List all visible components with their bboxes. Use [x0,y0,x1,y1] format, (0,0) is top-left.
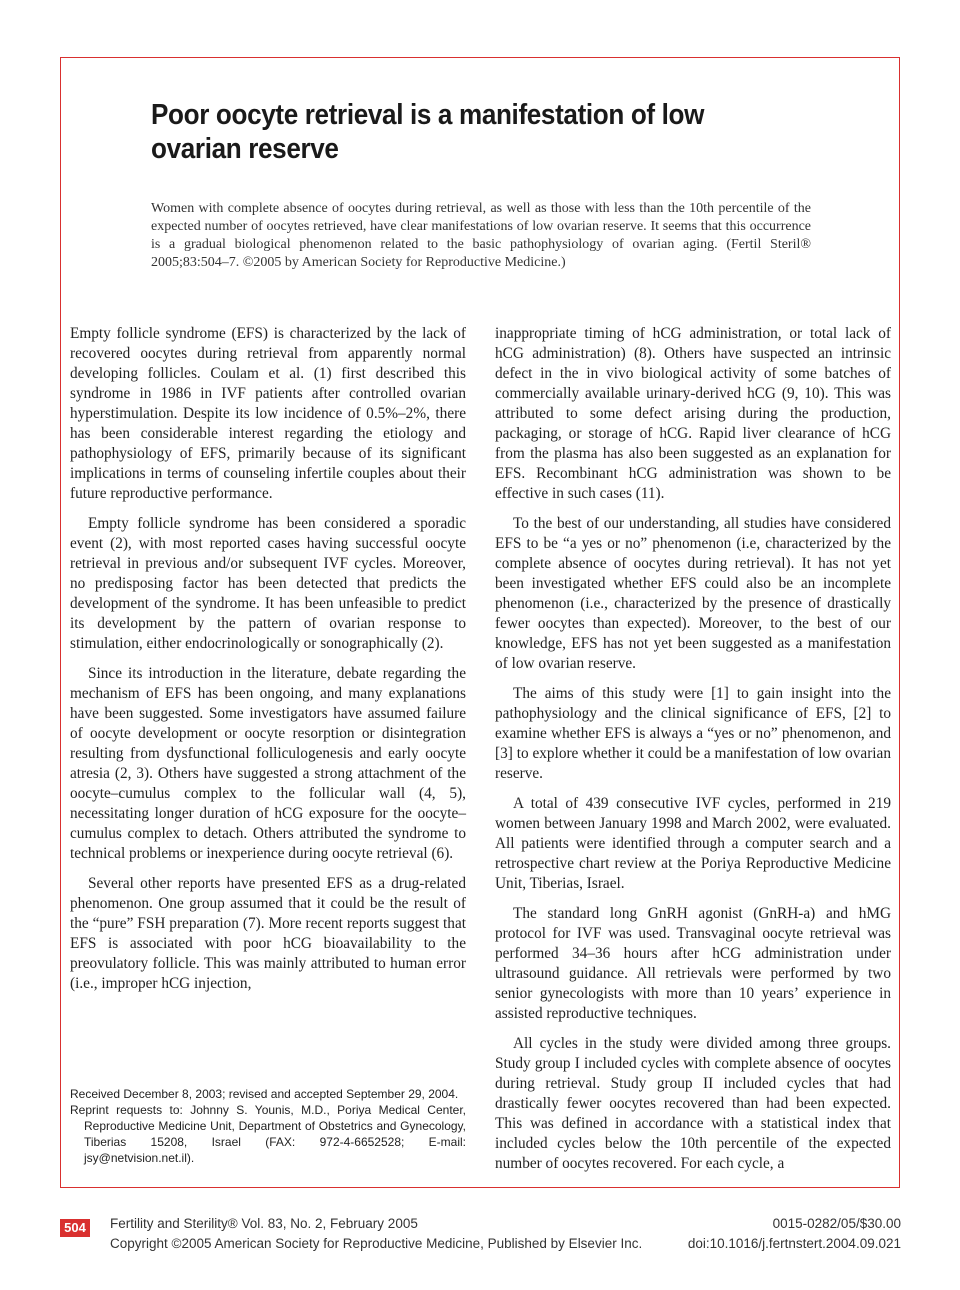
article-notes [70,1086,466,1166]
article-title: Poor oocyte retrieval is a manifestation of low ovarian reserve [151,99,705,165]
paragraph: All cycles in the study were divided among three groups. Study group I included cycles with complete absence of oocytes during retrieval. Study group II included cycles that had drastically fewer oocytes recovered than had been expected. This was defined in accordance with a statistical index that included cycles below the 10th percentile of the expected number of oocytes recovered. For each cycle, a [495,1035,891,1172]
journal-citation: Fertility and Sterility® Vol. 83, No. 2, February 2005 [110,1216,418,1231]
body-column-left [70,324,466,1004]
reprint-note: Reprint requests to: Johnny S. Younis, M.D., Poriya Medical Center, Reproductive Medicine Unit, Department of Obstetrics and Gynecology, Tiberias 15208, Israel (FAX: 972-4-6652528; E-mail: jsy@netvision.net.il). [70,1103,466,1165]
body-column-right [495,324,891,1184]
paragraph: To the best of our understanding, all studies have considered EFS to be “a yes or no” phenomenon (i.e, characterized by the complete absence of oocytes during retrieval). It has not yet been investigated whether EFS could also be an incomplete phenomenon (i.e., characterized by the presence of drastically fewer oocytes than expected). Moreover, to the best of our knowledge, EFS has not yet been suggested as a manifestation of low ovarian reserve. [495,515,891,672]
issn-price: 0015-0282/05/$30.00 [772,1216,901,1231]
copyright-line: Copyright ©2005 American Society for Reproductive Medicine, Published by Elsevier Inc. [110,1236,643,1251]
abstract: Women with complete absence of oocytes during retrieval, as well as those with less than the 10th percentile of the expected number of oocytes retrieved, have clear manifestations of low ovarian reserve. It seems that this occurrence is a gradual biological phenomenon related to the basic pathophysiology of ovarian aging. (Fertil Steril® 2005;83:504–7. ©2005 by American Society for Reproductive Medicine.) [151,201,811,270]
received-note: Received December 8, 2003; revised and accepted September 29, 2004. [70,1087,459,1101]
paragraph: Empty follicle syndrome has been considered a sporadic event (2), with most reported cases having successful oocyte retrieval in previous and/or subsequent IVF cycles. Moreover, no predisposing factor has been detected that predicts the development of the syndrome. It has been unfeasible to predict its development by the pattern of ovarian response to stimulation, either endocrinologically or sonographically (2). [70,515,466,652]
paragraph: The aims of this study were [1] to gain insight into the pathophysiology and the clinical significance of EFS, [2] to examine whether EFS is always a “yes or no” phenomenon, and [3] to explore whether it could be a manifestation of low ovarian reserve. [495,685,891,782]
paragraph: Several other reports have presented EFS as a drug-related phenomenon. One group assumed that it could be the result of the “pure” FSH preparation (7). More recent reports suggest that EFS is associated with poor hCG bioavailability to the preovulatory follicle. This was mainly attributed to human error (i.e., improper hCG injection, [70,875,466,992]
doi-link[interactable]: doi:10.1016/j.fertnstert.2004.09.021 [687,1236,901,1251]
page-number-badge: 504 [60,1219,90,1237]
paragraph: The standard long GnRH agonist (GnRH-a) and hMG protocol for IVF was used. Transvaginal oocyte retrieval was performed 34–36 hours after hCG administration under ultrasound guidance. All retrievals were performed by two senior gynecologists with more than 10 years’ experience in assisted reproductive techniques. [495,905,891,1022]
paragraph: A total of 439 consecutive IVF cycles, performed in 219 women between January 1998 and March 2002, were evaluated. All patients were identified through a computer search and a retrospective chart review at the Poriya Reproductive Medicine Unit, Tiberias, Israel. [495,795,891,892]
paragraph: inappropriate timing of hCG administration, or total lack of hCG administration) (8). Others have suspected an intrinsic defect in the in vivo biological activity of some batches of commercially available urinary-derived hCG (9, 10). This was attributed to some defect arising during the production, packaging, or storage of hCG. Rapid liver clearance of hCG from the plasma has also been suggested as an explanation for EFS. Recombinant hCG administration was shown to be effective in such cases (11). [495,325,891,502]
paragraph: Empty follicle syndrome (EFS) is characterized by the lack of recovered oocytes during retrieval from apparently normal developing follicles. Coulam et al. (1) first described this syndrome in 1986 in IVF patients after controlled ovarian hyperstimulation. Despite its low incidence of 0.5%–2%, there has been considerable interest regarding the etiology and pathophysiology of EFS, primarily because of its significant implications in terms of counseling infertile couples about their future reproductive performance. [70,325,466,502]
paragraph: Since its introduction in the literature, debate regarding the mechanism of EFS has been ongoing, and many explanations have been suggested. Some investigators have assumed failure of oocyte development or oocyte resorption or disintegration resulting from dysfunctional folliculogenesis and early oocyte atresia (2, 3). Others have suggested a strong attachment of the oocyte–cumulus complex to the follicular wall (4, 5), necessitating longer duration of hCG exposure for the oocyte–cumulus complex to detach. Others attributed the syndrome to technical problems or inexperience during oocyte retrieval (6). [70,665,466,862]
